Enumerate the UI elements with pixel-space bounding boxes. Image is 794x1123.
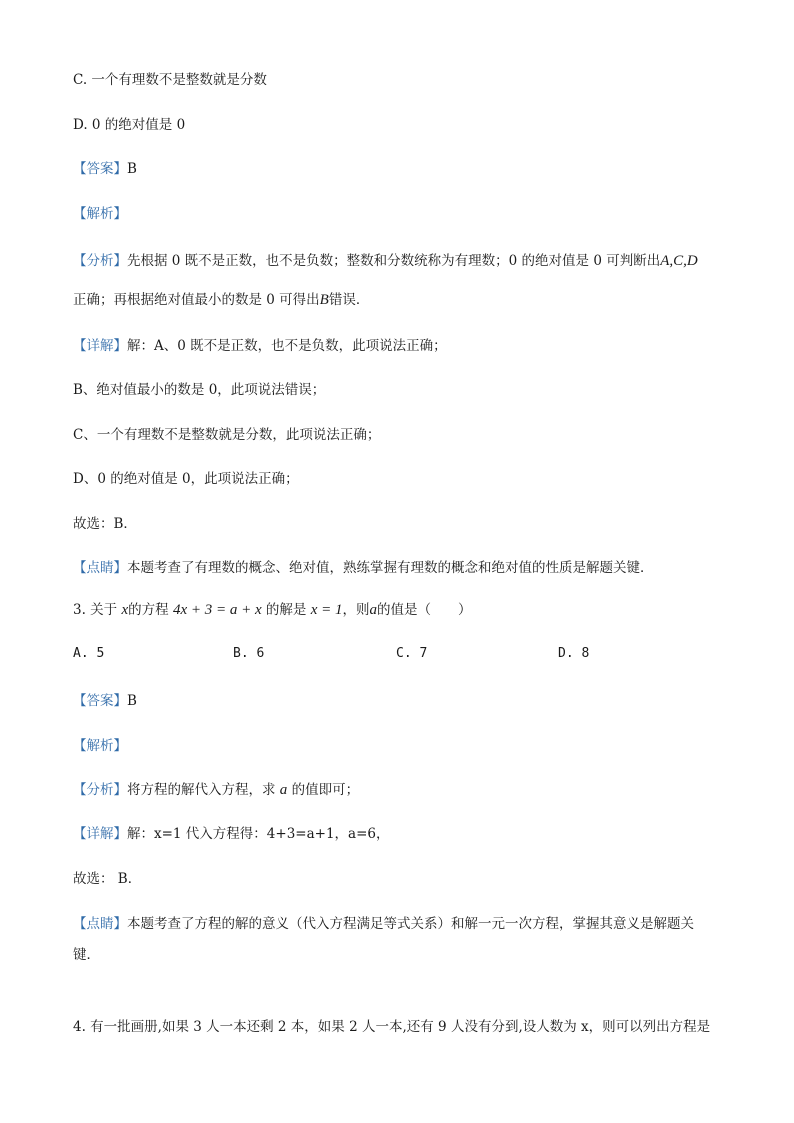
q3-option-d: D. 8 [558,646,590,661]
q2-option-d: D. 0 的绝对值是 0 [73,117,186,133]
q3-var-a: a [369,602,377,618]
q2-xiangjie-d: D、0 的绝对值是 0，此项说法正确； [73,471,299,487]
fenxi-math: A,C,D [660,253,698,269]
answer-value: B [127,161,137,177]
q2-fenxi-line1 [73,249,698,270]
fenxi-line2-b: 错误． [328,292,370,308]
q4-stem: 4. 有一批画册,如果 3 人一本还剩 2 本，如果 2 人一本,还有 9 人没有分到,设人数为 x，则可以列出方程是 [73,1019,711,1035]
q3-equation: 4x + 3 = a + x [172,602,262,618]
answer-value: B [127,693,137,709]
q3-stem-e: 的值是（ ） [377,602,472,618]
dianjing-tag: 【点睛】 [73,916,127,932]
q3-answer [73,689,137,709]
q3-analysis-tag: 【解析】 [73,738,127,754]
q3-fenxi [73,778,359,799]
dianjing-line1: 本题考查了方程的解的意义（代入方程满足等式关系）和解一元一次方程，掌握其意义是解题关 [127,916,694,932]
fenxi-tag: 【分析】 [73,253,127,269]
xiangjie-tag: 【详解】 [73,338,127,354]
fenxi-line2-a: 正确；再根据绝对值最小的数是 0 可得出 [73,292,320,308]
q2-xiangjie-a [73,334,447,354]
q2-answer [73,157,137,177]
q3-choose: 故选： B． [73,871,142,887]
q3-option-b: B. 6 [233,646,265,661]
q2-xiangjie-b: B、绝对值最小的数是 0，此项说法错误； [73,382,326,398]
q3-stem [73,598,472,619]
q2-choose: 故选：B． [73,516,137,532]
q2-dianjing [73,556,654,576]
answer-tag: 【答案】 [73,161,127,177]
q2-xiangjie-c: C、一个有理数不是整数就是分数，此项说法正确； [73,427,381,443]
q3-stem-d: ，则 [342,602,370,618]
fenxi-tag: 【分析】 [73,782,127,798]
q2-analysis-tag: 【解析】 [73,206,127,222]
q3-stem-x: x [121,602,129,618]
fenxi-b: 的值即可； [291,782,360,798]
q3-stem-b: 的方程 [128,602,169,618]
q3-xiangjie [73,822,390,842]
xiangjie-a: 解：A、0 既不是正数，也不是负数，此项说法正确； [127,338,447,354]
answer-tag: 【答案】 [73,693,127,709]
fenxi-line2-math: B [319,292,329,308]
dianjing-tag: 【点睛】 [73,560,127,576]
q3-solution: x = 1 [310,602,343,618]
fenxi-a: 将方程的解代入方程，求 [127,782,276,798]
q2-fenxi-line2 [73,288,369,309]
q2-option-c: C. 一个有理数不是整数就是分数 [73,72,267,88]
xiangjie-tag: 【详解】 [73,826,127,842]
q3-dianjing-line2: 键． [73,947,100,963]
q3-option-a: A. 5 [73,646,105,661]
q3-option-c: C. 7 [396,646,428,661]
xiangjie-text: 解：x=1 代入方程得：4+3=a+1，a=6， [127,826,390,842]
fenxi-text: 先根据 0 既不是正数，也不是负数；整数和分数统称为有理数；0 的绝对值是 0 可判断出 [127,253,661,269]
q3-stem-a: 3. 关于 [73,602,118,618]
dianjing-text: 本题考查了有理数的概念、绝对值，熟练掌握有理数的概念和绝对值的性质是解题关键． [127,560,654,576]
q3-dianjing-line1 [73,912,694,932]
fenxi-var: a [279,782,288,798]
q3-stem-c: 的解是 [265,602,307,618]
